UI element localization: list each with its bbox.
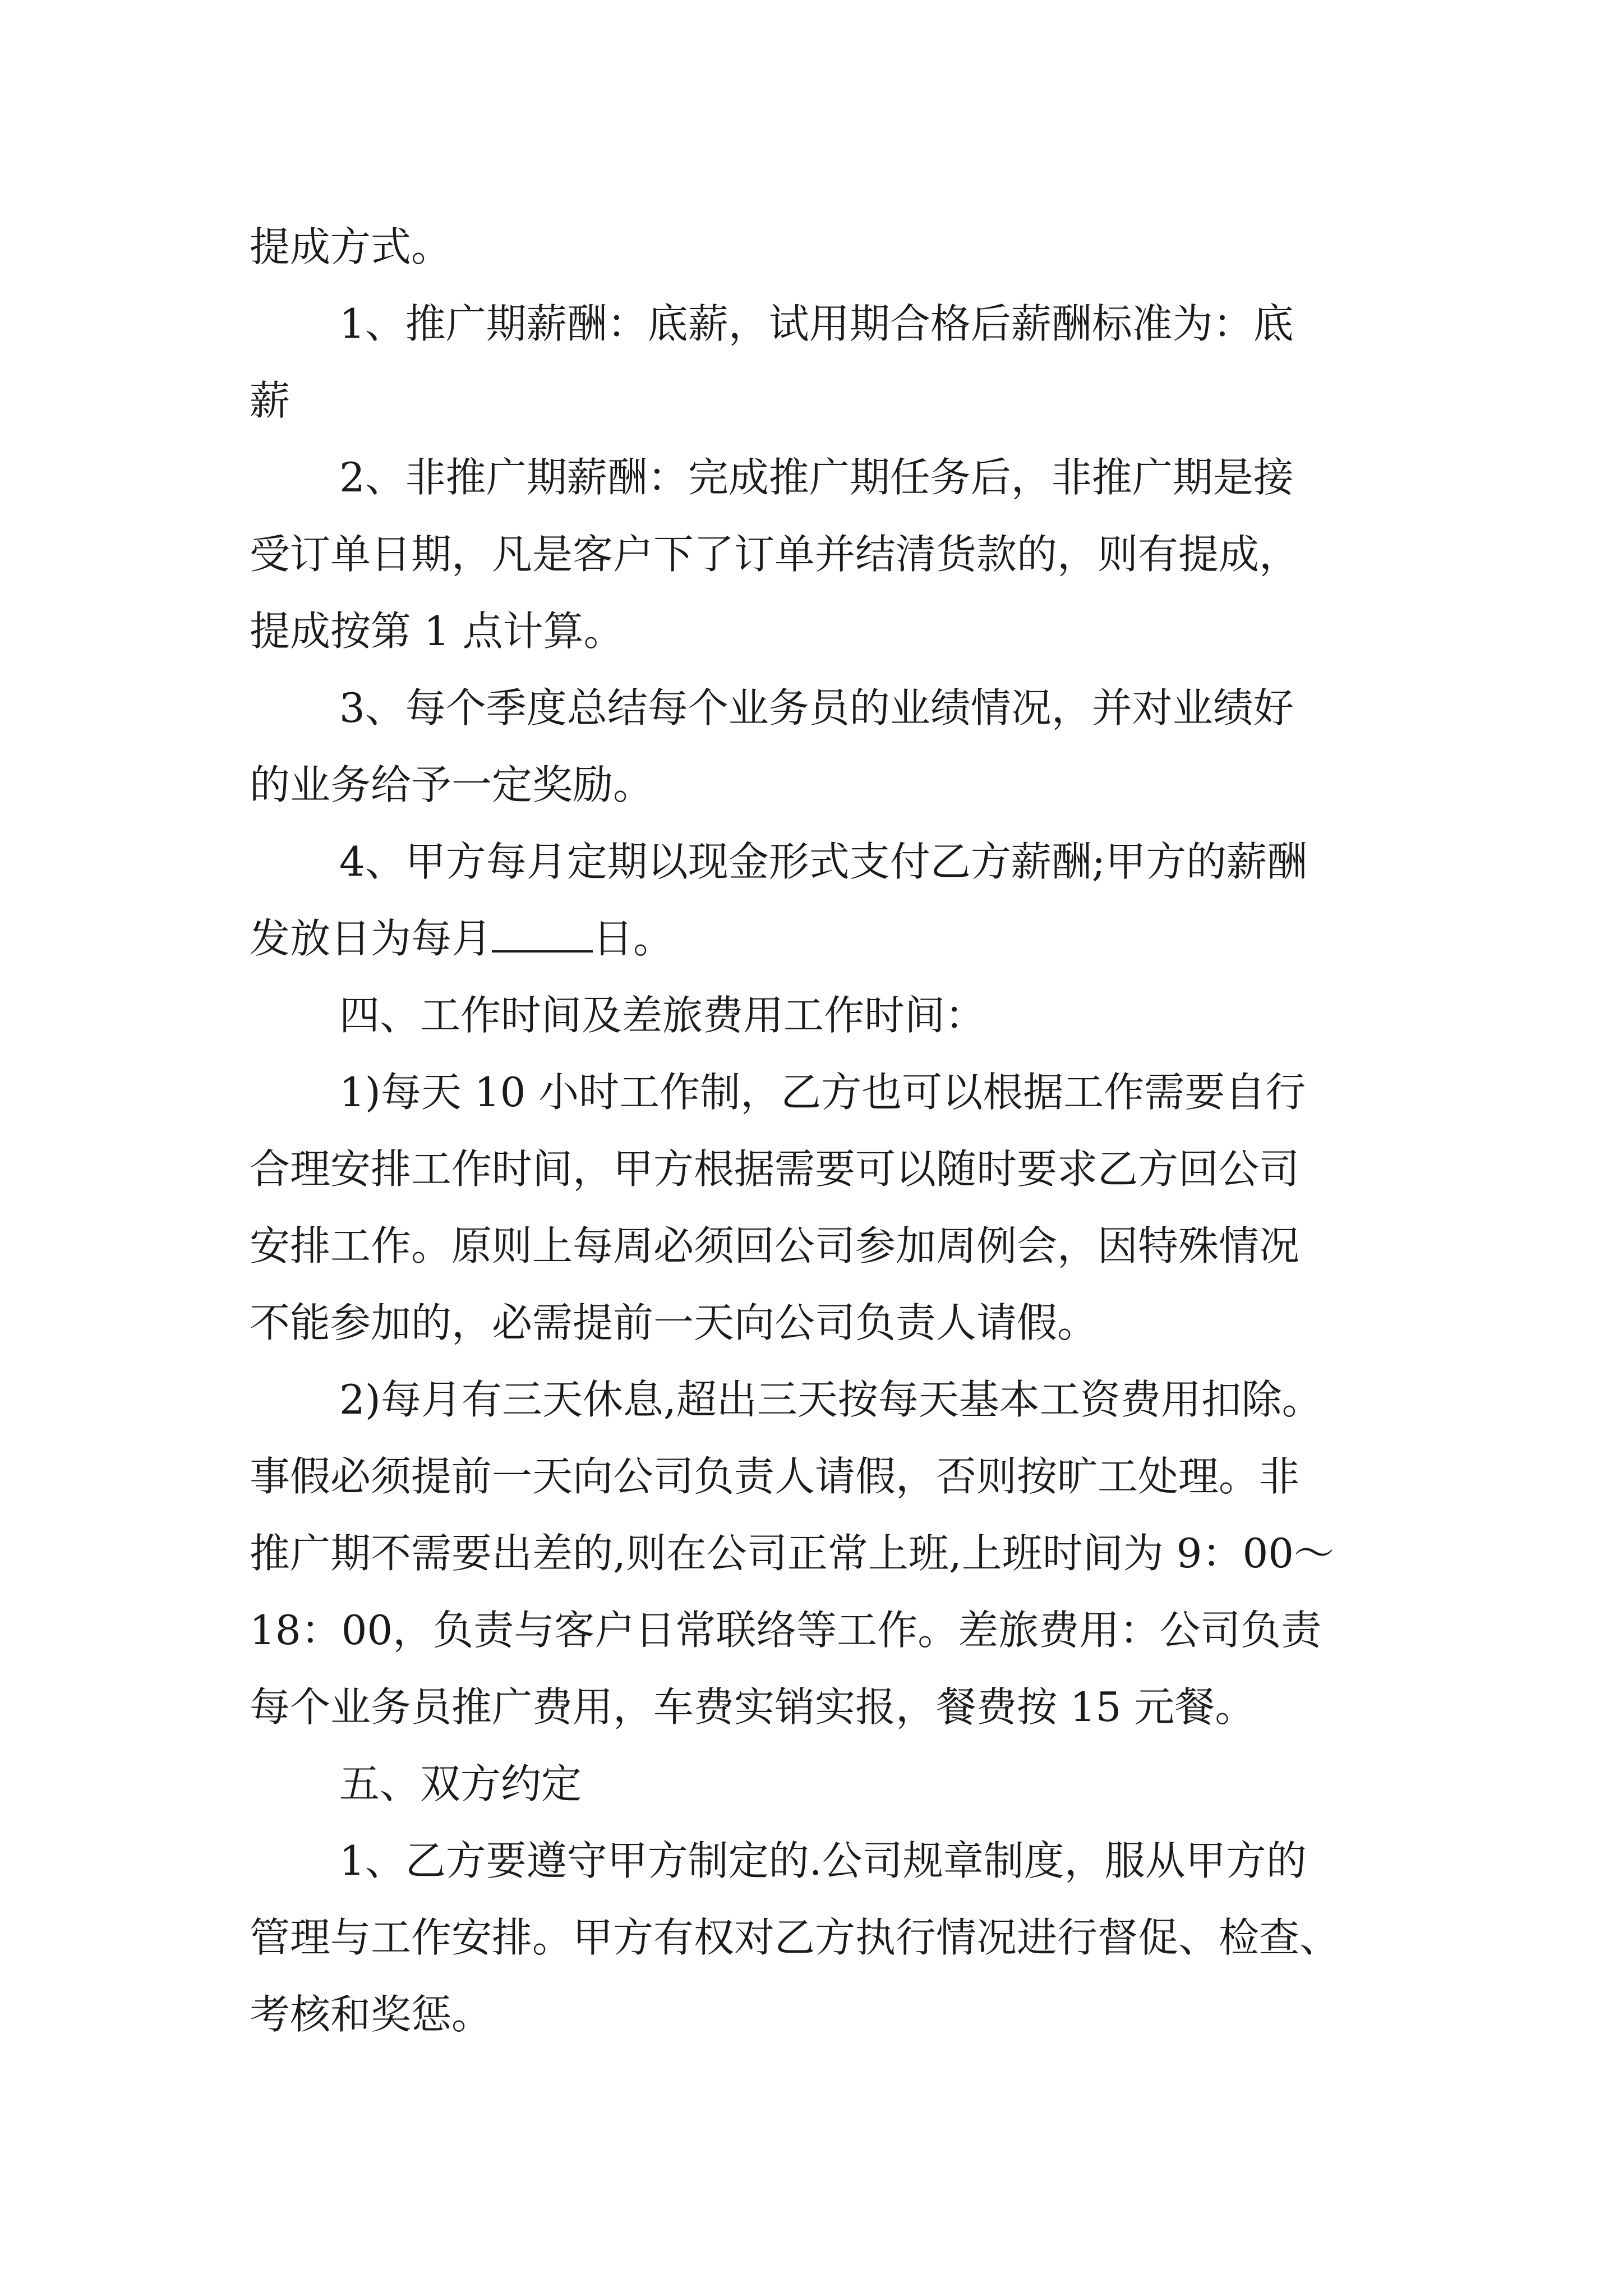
text-line: 考核和奖惩。 xyxy=(250,1991,492,2038)
fill-in-blank xyxy=(492,905,593,953)
document-body xyxy=(250,209,1388,2053)
text-line: 合理安排工作时间，甲方根据需要可以随时要求乙方回公司 xyxy=(250,1145,1300,1193)
text-line: 18：00，负责与客户日常联络等工作。差旅费用：公司负责 xyxy=(250,1607,1322,1654)
text-line: 提成方式。 xyxy=(250,223,452,270)
text-line: 1、推广期薪酬：底薪，试用期合格后薪酬标准为：底 xyxy=(339,300,1294,347)
line-text-after-blank: 日。 xyxy=(593,915,674,962)
text-line: 薪 xyxy=(250,377,291,424)
section-heading: 四、工作时间及差旅费用工作时间： xyxy=(339,992,986,1039)
text-line: 2)每月有三天休息,超出三天按每天基本工资费用扣除。 xyxy=(339,1376,1322,1423)
text-line: 受订单日期，凡是客户下了订单并结清货款的，则有提成， xyxy=(250,531,1300,578)
line-text-before-blank: 发放日为每月 xyxy=(250,915,492,962)
text-line: 提成按第 1 点计算。 xyxy=(250,608,624,655)
text-line: 2、非推广期薪酬：完成推广期任务后，非推广期是接 xyxy=(339,454,1294,501)
text-line: 1)每天 10 小时工作制，乙方也可以根据工作需要自行 xyxy=(339,1069,1306,1116)
text-line: 管理与工作安排。甲方有权对乙方执行情况进行督促、检查、 xyxy=(250,1914,1340,1961)
text-line: 不能参加的，必需提前一天向公司负责人请假。 xyxy=(250,1299,1098,1346)
text-line: 1、乙方要遵守甲方制定的.公司规章制度，服从甲方的 xyxy=(339,1837,1307,1884)
text-line: 安排工作。原则上每周必须回公司参加周例会，因特殊情况 xyxy=(250,1222,1300,1269)
text-line: 每个业务员推广费用，车费实销实报，餐费按 15 元餐。 xyxy=(250,1683,1256,1731)
text-line: 的业务给予一定奖励。 xyxy=(250,761,654,808)
text-line: 推广期不需要出差的,则在公司正常上班,上班时间为 9：00～ xyxy=(250,1530,1335,1577)
section-heading: 五、双方约定 xyxy=(339,1760,582,1807)
text-line: 3、每个季度总结每个业务员的业绩情况，并对业绩好 xyxy=(339,684,1294,731)
text-line: 事假必须提前一天向公司负责人请假，否则按旷工处理。非 xyxy=(250,1453,1300,1500)
text-line xyxy=(250,900,1388,977)
text-line: 4、甲方每月定期以现金形式支付乙方薪酬;甲方的薪酬 xyxy=(339,838,1308,885)
